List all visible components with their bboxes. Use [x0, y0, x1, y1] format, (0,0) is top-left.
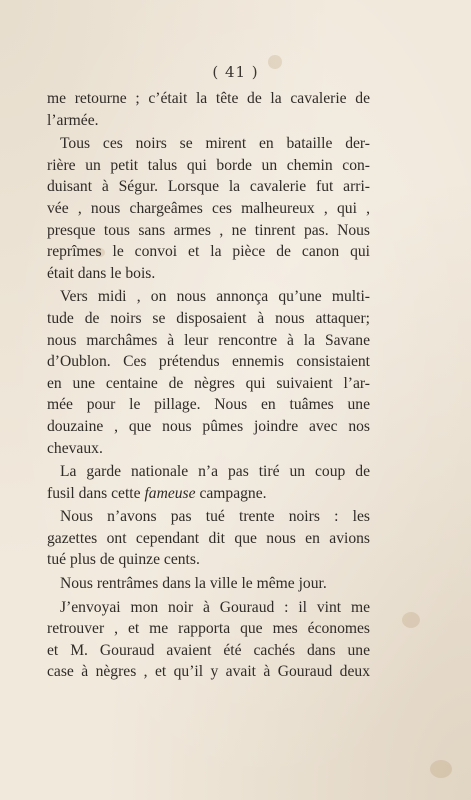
- text-line: me retourne ; c’était la tête de la cavalerie de: [47, 90, 370, 107]
- text-line: Tous ces noirs se mirent en bataille der-: [60, 135, 370, 153]
- text-line: Nous n’avons pas tué trente noirs : les: [60, 508, 370, 526]
- page-number: ( 41 ): [212, 63, 259, 81]
- text-line: d’Oublon. Ces prétendus ennemis consistaient: [47, 353, 370, 371]
- text-line: chevaux.: [47, 439, 103, 457]
- text-line: Nous rentrâmes dans la ville le même jour.: [60, 575, 327, 593]
- text-line: tude de noirs se disposaient à nous attaquer;: [47, 309, 370, 327]
- text-line: rière un petit talus qui borde un chemin con-: [47, 156, 370, 174]
- text-line: duisant à Ségur. Lorsque la cavalerie fut arri-: [47, 178, 370, 196]
- text-line: case à nègres , et qu’il y avait à Gouraud deux: [47, 663, 370, 681]
- foxing-spot: [402, 612, 420, 628]
- text-line: douzaine , que nous pûmes joindre avec nos: [47, 417, 370, 435]
- text-line: en une centaine de nègres qui suivaient l’ar-: [47, 374, 370, 392]
- text-line: fusil dans cette fameuse campagne.: [47, 484, 267, 502]
- text-line: presque tous sans armes , ne tinrent pas. Nous: [47, 221, 370, 239]
- text-line: était dans le bois.: [47, 264, 156, 282]
- text-line: nous marchâmes à leur rencontre à la Savane: [47, 331, 370, 349]
- text-line: mée pour le pillage. Nous en tuâmes une: [47, 396, 370, 414]
- text-line: l’armée.: [47, 111, 99, 129]
- italic-word: fameuse: [144, 484, 196, 502]
- text-line: La garde nationale n’a pas tiré un coup de: [60, 463, 370, 481]
- text-line: retrouver , et me rapporta que mes économes: [47, 620, 370, 638]
- text-line: reprîmes le convoi et la pièce de canon qui: [47, 243, 370, 261]
- foxing-spot: [430, 760, 452, 778]
- text-line: gazettes ont cependant dit que nous en avions: [47, 529, 370, 547]
- text-line: et M. Gouraud avaient été cachés dans une: [47, 641, 370, 659]
- body-text: [47, 88, 370, 683]
- text-line: Vers midi , on nous annonça qu’une multi-: [60, 288, 370, 306]
- text-line: tué plus de quinze cents.: [47, 551, 200, 569]
- text-line: J’envoyai mon noir à Gouraud : il vint me: [60, 598, 370, 616]
- text-line: vée , nous chargeâmes ces malheureux , qui ,: [47, 199, 370, 217]
